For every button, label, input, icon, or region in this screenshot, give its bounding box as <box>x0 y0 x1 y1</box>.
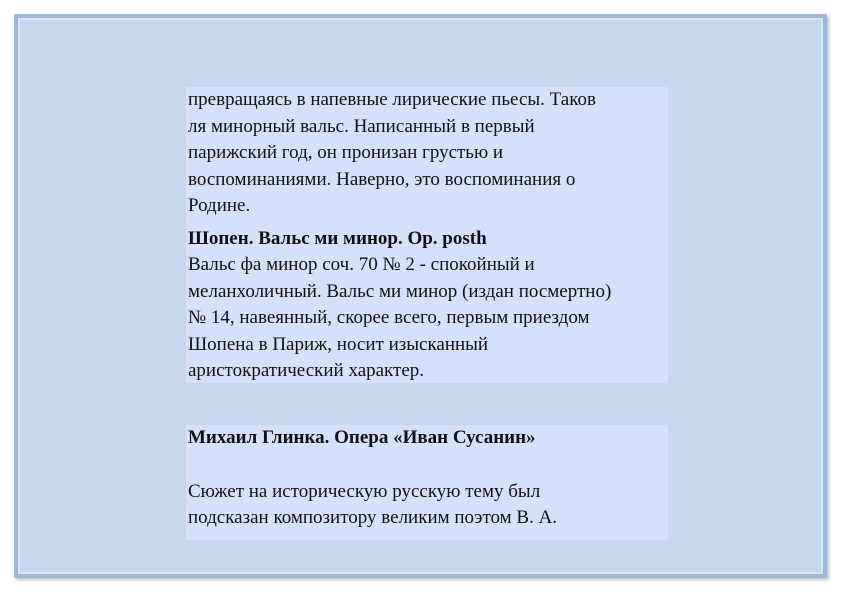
chopin-paragraph <box>188 252 668 385</box>
text-line: Вальс фа минор соч. 70 № 2 - спокойный и <box>188 254 535 275</box>
text-line: аристократический характер. <box>188 360 425 381</box>
text-line: превращаясь в напевные лирические пьесы. Таков <box>188 89 596 110</box>
text-line: Сюжет на историческую русскую тему был <box>188 480 541 502</box>
text-block-chopin <box>186 87 668 383</box>
text-block-glinka <box>186 425 668 540</box>
chopin-heading: Шопен. Вальс ми минор. Op. posth <box>188 227 487 249</box>
text-line: воспоминаниями. Наверно, это воспоминания о <box>188 168 576 190</box>
text-line: парижский год, он пронизан грустью и <box>188 142 504 163</box>
text-line: Родине. <box>188 195 251 216</box>
spacer <box>188 452 668 479</box>
text-line: подсказан композитору великим поэтом В. А. <box>188 507 558 528</box>
text-line: ля минорный вальс. Написанный в первый <box>188 115 535 137</box>
intro-paragraph <box>188 87 668 220</box>
glinka-paragraph <box>188 479 668 532</box>
text-line: № 14, навеянный, скорее всего, первым приездом <box>188 307 590 328</box>
text-line: Шопена в Париж, носит изысканный <box>188 333 489 355</box>
glinka-heading: Михаил Глинка. Опера «Иван Сусанин» <box>188 427 536 448</box>
text-line: меланхоличный. Вальс ми минор (издан посмертно) <box>188 280 612 302</box>
slide <box>14 14 827 578</box>
